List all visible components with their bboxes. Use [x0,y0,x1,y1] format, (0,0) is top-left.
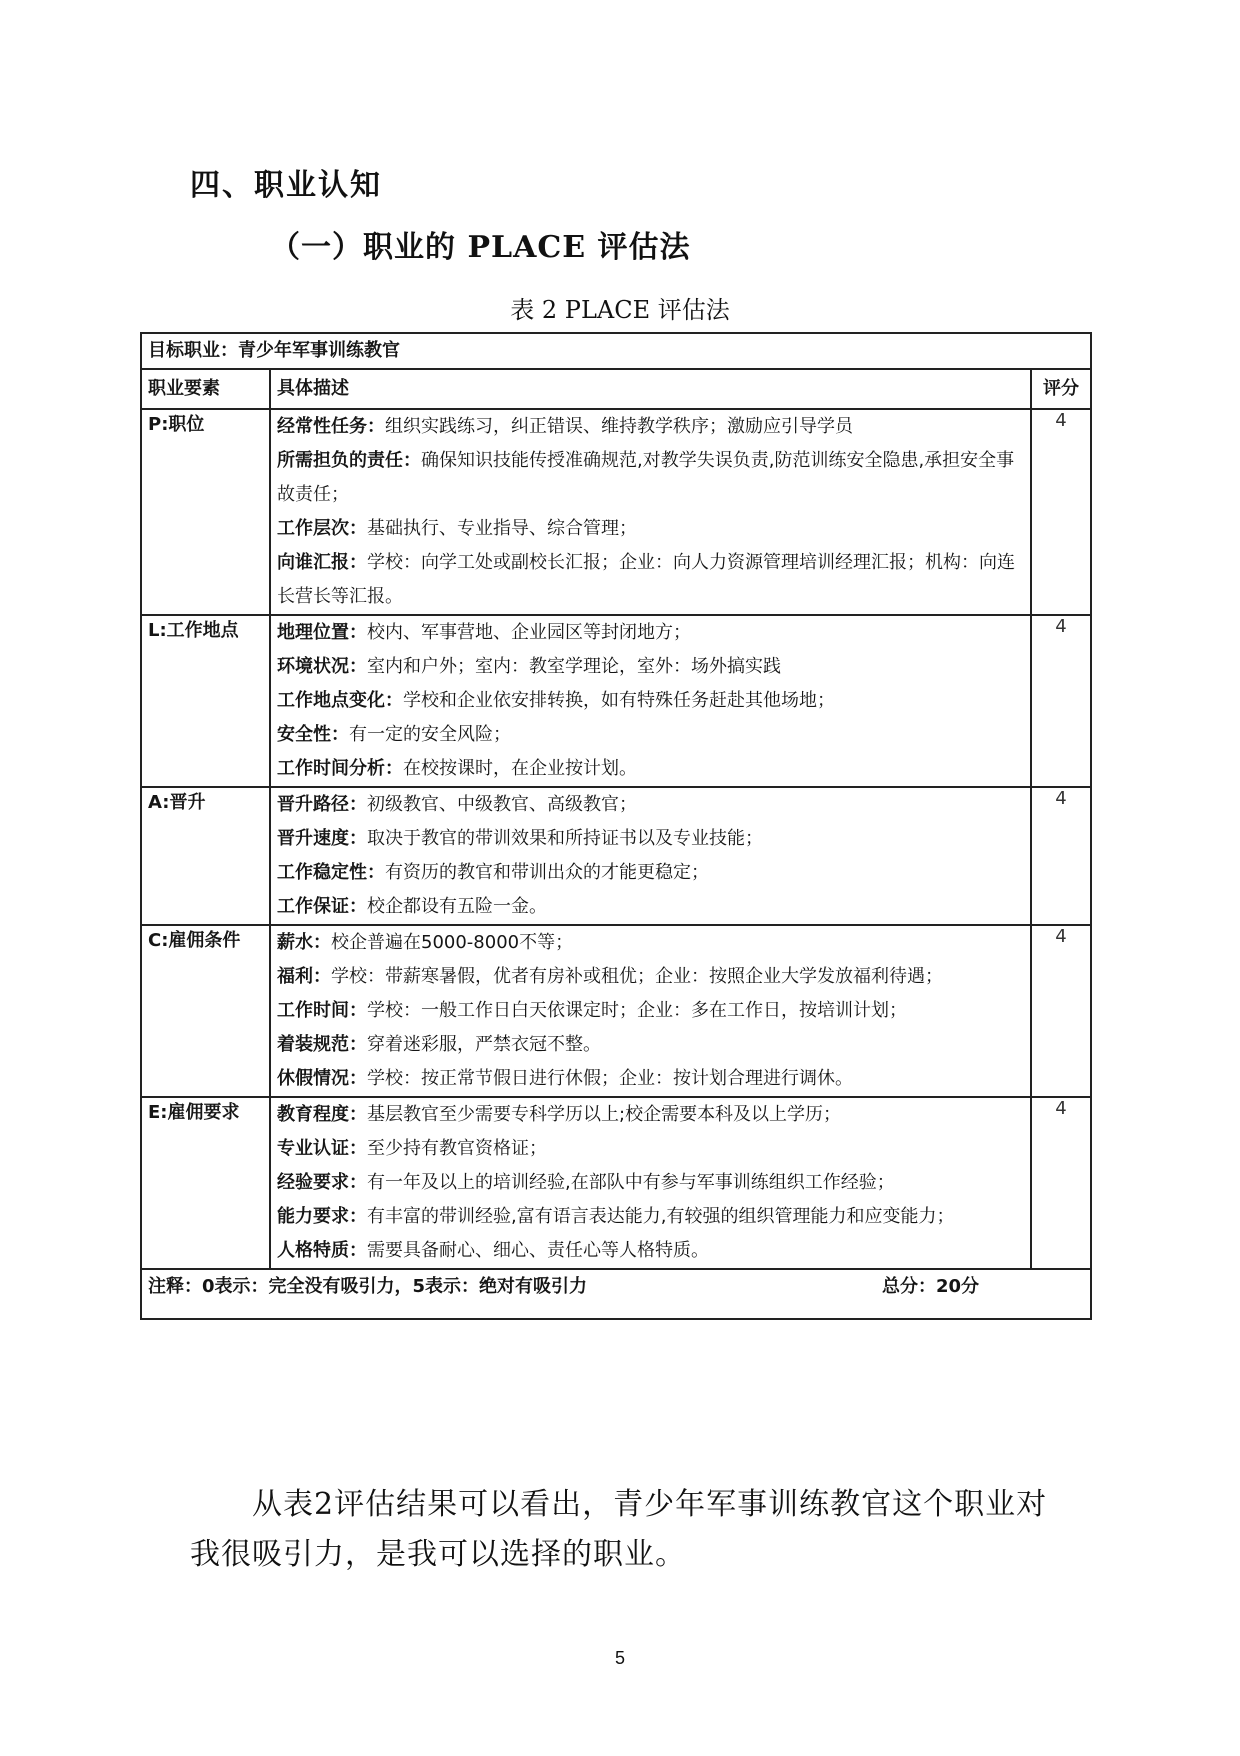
conclusion-paragraph: 从表2评估结果可以看出，青少年军事训练教官这个职业对我很吸引力，是我可以选择的职业。 [190,1487,1048,1572]
desc-item [277,890,1024,924]
desc-key: 专业认证： [277,1138,367,1159]
desc-text: 基础执行、专业指导、综合管理； [367,518,637,539]
desc-text: 初级教官、中级教官、高级教官； [367,794,637,815]
element-description [270,1097,1031,1269]
desc-text: 组织实践练习，纠正错误、维持教学秩序；激励应引导学员 [385,416,853,437]
subsection-heading: （一）职业的 PLACE 评估法 [270,230,691,265]
total-score: 总分：20分 [882,1276,980,1297]
desc-item [277,1132,1024,1166]
score-value: 4 [1031,925,1091,1097]
desc-key: 能力要求： [277,1206,367,1227]
desc-key: 晋升速度： [277,828,367,849]
desc-key: 福利： [277,966,331,987]
desc-key: 经验要求： [277,1172,367,1193]
desc-item [277,1200,1024,1234]
desc-item [277,684,1024,718]
place-table [140,332,1092,1320]
desc-key: 休假情况： [277,1068,367,1089]
desc-item [277,546,1024,614]
desc-text: 学校和企业依安排转换，如有特殊任务赶赴其他场地； [403,690,835,711]
score-value: 4 [1031,615,1091,787]
desc-key: 经常性任务： [277,416,385,437]
desc-item [277,444,1024,512]
desc-text: 校内、军事营地、企业园区等封闭地方； [367,622,691,643]
desc-key: 工作层次： [277,518,367,539]
desc-text: 取决于教官的带训效果和所持证书以及专业技能； [367,828,763,849]
desc-text: 学校：一般工作日白天依课定时；企业：多在工作日，按培训计划； [367,1000,907,1021]
desc-key: 地理位置： [277,622,367,643]
element-label: A:晋升 [141,787,270,925]
desc-text: 至少持有教官资格证； [367,1138,547,1159]
desc-item [277,856,1024,890]
desc-text: 需要具备耐心、细心、责任心等人格特质。 [367,1240,709,1261]
desc-text: 基层教官至少需要专科学历以上;校企需要本科及以上学历； [367,1104,842,1125]
element-description [270,925,1031,1097]
desc-item [277,1166,1024,1200]
desc-text: 有丰富的带训经验,富有语言表达能力,有较强的组织管理能力和应变能力； [367,1206,955,1227]
score-value: 4 [1031,409,1091,615]
desc-item [277,650,1024,684]
element-description [270,615,1031,787]
desc-text: 学校：按正常节假日进行休假；企业：按计划合理进行调休。 [367,1068,853,1089]
desc-item [277,410,1024,444]
desc-key: 教育程度： [277,1104,367,1125]
score-value: 4 [1031,1097,1091,1269]
table-row [141,615,1091,787]
desc-text: 有资历的教官和带训出众的才能更稳定； [385,862,709,883]
desc-item [277,1098,1024,1132]
table-row [141,1097,1091,1269]
desc-key: 安全性： [277,724,349,745]
desc-key: 工作地点变化： [277,690,403,711]
element-description [270,787,1031,925]
desc-item [277,1028,1024,1062]
desc-text: 室内和户外；室内：教室学理论，室外：场外搞实践 [367,656,781,677]
desc-key: 工作时间： [277,1000,367,1021]
header-element: 职业要素 [141,369,270,409]
element-label: P:职位 [141,409,270,615]
desc-text: 在校按课时，在企业按计划。 [403,758,637,779]
desc-key: 向谁汇报： [277,552,367,573]
table-note-cell [141,1269,1091,1319]
desc-item [277,822,1024,856]
score-value: 4 [1031,787,1091,925]
desc-key: 环境状况： [277,656,367,677]
desc-text: 穿着迷彩服，严禁衣冠不整。 [367,1034,601,1055]
desc-item [277,512,1024,546]
desc-item [277,960,1024,994]
desc-item [277,1234,1024,1268]
desc-key: 工作稳定性： [277,862,385,883]
desc-item [277,926,1024,960]
desc-key: 工作保证： [277,896,367,917]
element-label: C:雇佣条件 [141,925,270,1097]
table-caption: 表 2 PLACE 评估法 [510,296,730,324]
desc-text: 学校：带薪寒暑假，优者有房补或租优；企业：按照企业大学发放福利待遇； [331,966,943,987]
table-row [141,787,1091,925]
element-description [270,409,1031,615]
desc-item [277,994,1024,1028]
desc-text: 校企都设有五险一金。 [367,896,547,917]
desc-key: 所需担负的责任： [277,450,421,471]
desc-key: 着装规范： [277,1034,367,1055]
target-career: 目标职业：青少年军事训练教官 [141,333,1091,369]
table-note: 注释：0表示：完全没有吸引力，5表示：绝对有吸引力 [148,1276,588,1297]
desc-text: 有一年及以上的培训经验,在部队中有参与军事训练组织工作经验； [367,1172,895,1193]
desc-item [277,1062,1024,1096]
desc-text: 有一定的安全风险； [349,724,511,745]
element-label: E:雇佣要求 [141,1097,270,1269]
table-row [141,409,1091,615]
desc-key: 晋升路径： [277,794,367,815]
page-number: 5 [614,1648,625,1668]
desc-text: 学校：向学工处或副校长汇报；企业：向人力资源管理培训经理汇报；机构：向连长营长等汇报。 [277,552,1015,607]
desc-text: 确保知识技能传授准确规范,对教学失误负责,防范训练安全隐患,承担安全事故责任； [277,450,1015,505]
desc-item [277,788,1024,822]
desc-item [277,718,1024,752]
desc-text: 校企普遍在5000-8000不等； [331,932,574,953]
section-heading: 四、职业认知 [190,168,382,203]
header-score: 评分 [1031,369,1091,409]
desc-key: 薪水： [277,932,331,953]
table-row [141,925,1091,1097]
desc-item [277,616,1024,650]
desc-key: 人格特质： [277,1240,367,1261]
desc-item [277,752,1024,786]
element-label: L:工作地点 [141,615,270,787]
header-description: 具体描述 [270,369,1031,409]
desc-key: 工作时间分析： [277,758,403,779]
